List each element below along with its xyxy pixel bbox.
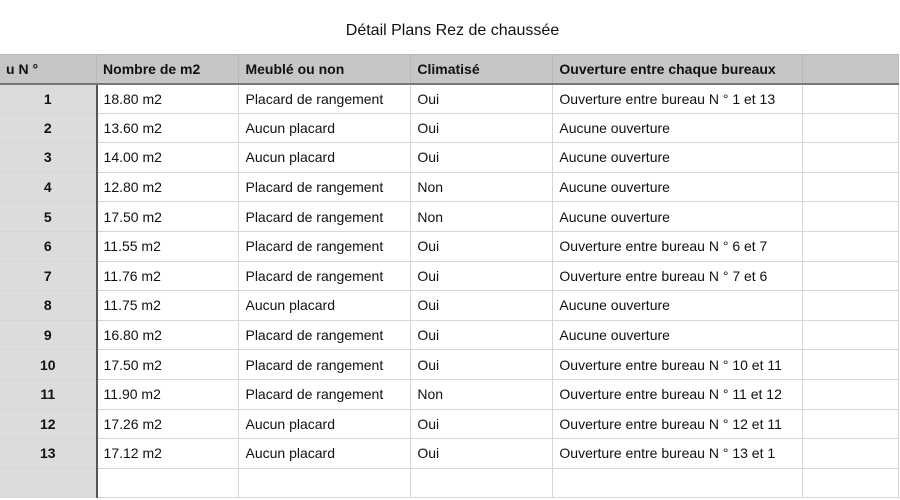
- row-number-cell[interactable]: 10: [0, 350, 97, 380]
- row-number-cell[interactable]: 9: [0, 320, 97, 350]
- table-cell[interactable]: 11.55 m2: [97, 231, 239, 261]
- table-cell[interactable]: Ouverture entre bureau N ° 6 et 7: [553, 231, 802, 261]
- table-cell[interactable]: Ouverture entre bureau N ° 7 et 6: [553, 261, 802, 291]
- row-number-cell[interactable]: 8: [0, 291, 97, 321]
- table-cell[interactable]: Non: [411, 379, 553, 409]
- table-row: [0, 291, 899, 321]
- table-cell[interactable]: 17.50 m2: [97, 202, 239, 232]
- table-cell[interactable]: [802, 113, 898, 143]
- row-number-cell[interactable]: 7: [0, 261, 97, 291]
- table-cell[interactable]: Oui: [411, 320, 553, 350]
- table-cell[interactable]: 16.80 m2: [97, 320, 239, 350]
- table-row: [0, 143, 899, 173]
- row-number-cell[interactable]: 12: [0, 409, 97, 439]
- table-cell[interactable]: Aucune ouverture: [553, 172, 802, 202]
- table-cell[interactable]: [97, 468, 239, 498]
- table-cell[interactable]: Placard de rangement: [239, 231, 411, 261]
- table-cell[interactable]: Non: [411, 202, 553, 232]
- column-header[interactable]: Meublé ou non: [239, 55, 411, 84]
- table-cell[interactable]: [802, 261, 898, 291]
- table-row: [0, 172, 899, 202]
- table-cell[interactable]: [802, 350, 898, 380]
- table-row: [0, 84, 899, 114]
- table-cell[interactable]: Oui: [411, 261, 553, 291]
- table-cell[interactable]: 11.75 m2: [97, 291, 239, 321]
- table-cell[interactable]: Oui: [411, 291, 553, 321]
- row-number-cell[interactable]: 3: [0, 143, 97, 173]
- table-cell[interactable]: [802, 84, 898, 114]
- sheet-title: Détail Plans Rez de chaussée: [345, 22, 560, 39]
- row-number-cell[interactable]: 1: [0, 84, 97, 114]
- table-cell[interactable]: Oui: [411, 231, 553, 261]
- table-cell[interactable]: [239, 468, 411, 498]
- table-cell[interactable]: Aucun placard: [239, 409, 411, 439]
- table-cell[interactable]: Placard de rangement: [239, 350, 411, 380]
- table-cell[interactable]: [802, 291, 898, 321]
- row-number-cell[interactable]: 6: [0, 231, 97, 261]
- table-cell[interactable]: Oui: [411, 409, 553, 439]
- table-row: [0, 231, 899, 261]
- table-cell[interactable]: Ouverture entre bureau N ° 13 et 1: [553, 439, 802, 469]
- column-header[interactable]: Climatisé: [411, 55, 553, 84]
- table-cell[interactable]: Oui: [411, 439, 553, 469]
- table-cell[interactable]: [802, 202, 898, 232]
- table-cell[interactable]: 12.80 m2: [97, 172, 239, 202]
- table-row: [0, 261, 899, 291]
- table-row: [0, 409, 899, 439]
- table-cell[interactable]: Placard de rangement: [239, 379, 411, 409]
- table-cell[interactable]: Oui: [411, 350, 553, 380]
- table-cell[interactable]: Oui: [411, 113, 553, 143]
- table-cell[interactable]: [802, 439, 898, 469]
- row-number-cell[interactable]: 11: [0, 379, 97, 409]
- table-cell[interactable]: [411, 468, 553, 498]
- table-cell[interactable]: Aucune ouverture: [553, 202, 802, 232]
- table-cell[interactable]: Ouverture entre bureau N ° 11 et 12: [553, 379, 802, 409]
- row-number-cell[interactable]: 5: [0, 202, 97, 232]
- table-cell[interactable]: 18.80 m2: [97, 84, 239, 114]
- table-cell[interactable]: Aucune ouverture: [553, 320, 802, 350]
- table-cell[interactable]: Aucun placard: [239, 113, 411, 143]
- offices-table: [0, 54, 899, 498]
- table-cell[interactable]: [802, 409, 898, 439]
- column-header[interactable]: Nombre de m2: [97, 55, 239, 84]
- table-cell[interactable]: [802, 172, 898, 202]
- row-number-cell[interactable]: 2: [0, 113, 97, 143]
- table-cell[interactable]: Placard de rangement: [239, 320, 411, 350]
- row-number-cell[interactable]: 13: [0, 439, 97, 469]
- table-cell[interactable]: Aucun placard: [239, 439, 411, 469]
- table-cell[interactable]: Aucune ouverture: [553, 113, 802, 143]
- table-cell[interactable]: [802, 320, 898, 350]
- row-number-cell[interactable]: [0, 468, 97, 498]
- table-cell[interactable]: [802, 143, 898, 173]
- table-cell[interactable]: 17.26 m2: [97, 409, 239, 439]
- table-cell[interactable]: 13.60 m2: [97, 113, 239, 143]
- table-row: [0, 439, 899, 469]
- table-cell[interactable]: Placard de rangement: [239, 202, 411, 232]
- table-cell[interactable]: 14.00 m2: [97, 143, 239, 173]
- table-cell[interactable]: Oui: [411, 84, 553, 114]
- table-row: [0, 202, 899, 232]
- column-header[interactable]: [802, 55, 898, 84]
- table-row: [0, 320, 899, 350]
- column-header[interactable]: u N °: [0, 55, 97, 84]
- table-cell[interactable]: [553, 468, 802, 498]
- table-cell[interactable]: Aucun placard: [239, 291, 411, 321]
- table-cell[interactable]: Ouverture entre bureau N ° 10 et 11: [553, 350, 802, 380]
- table-cell[interactable]: Placard de rangement: [239, 261, 411, 291]
- table-cell[interactable]: [802, 231, 898, 261]
- table-cell[interactable]: Ouverture entre bureau N ° 1 et 13: [553, 84, 802, 114]
- table-row: [0, 468, 899, 498]
- table-cell[interactable]: 17.12 m2: [97, 439, 239, 469]
- table-cell[interactable]: Oui: [411, 143, 553, 173]
- table-cell[interactable]: 17.50 m2: [97, 350, 239, 380]
- table-row: [0, 379, 899, 409]
- table-cell[interactable]: 11.90 m2: [97, 379, 239, 409]
- table-cell[interactable]: Placard de rangement: [239, 84, 411, 114]
- table-cell[interactable]: Non: [411, 172, 553, 202]
- column-header[interactable]: Ouverture entre chaque bureaux: [553, 55, 802, 84]
- row-number-cell[interactable]: 4: [0, 172, 97, 202]
- table-cell[interactable]: Aucun placard: [239, 143, 411, 173]
- table-cell[interactable]: Aucune ouverture: [553, 143, 802, 173]
- table-row: [0, 350, 899, 380]
- header-row: [0, 55, 899, 84]
- table-cell[interactable]: Aucune ouverture: [553, 291, 802, 321]
- table-cell[interactable]: [802, 379, 898, 409]
- table-cell[interactable]: Ouverture entre bureau N ° 12 et 11: [553, 409, 802, 439]
- table-cell[interactable]: [802, 468, 898, 498]
- table-row: [0, 113, 899, 143]
- table-cell[interactable]: 11.76 m2: [97, 261, 239, 291]
- table-cell[interactable]: Placard de rangement: [239, 172, 411, 202]
